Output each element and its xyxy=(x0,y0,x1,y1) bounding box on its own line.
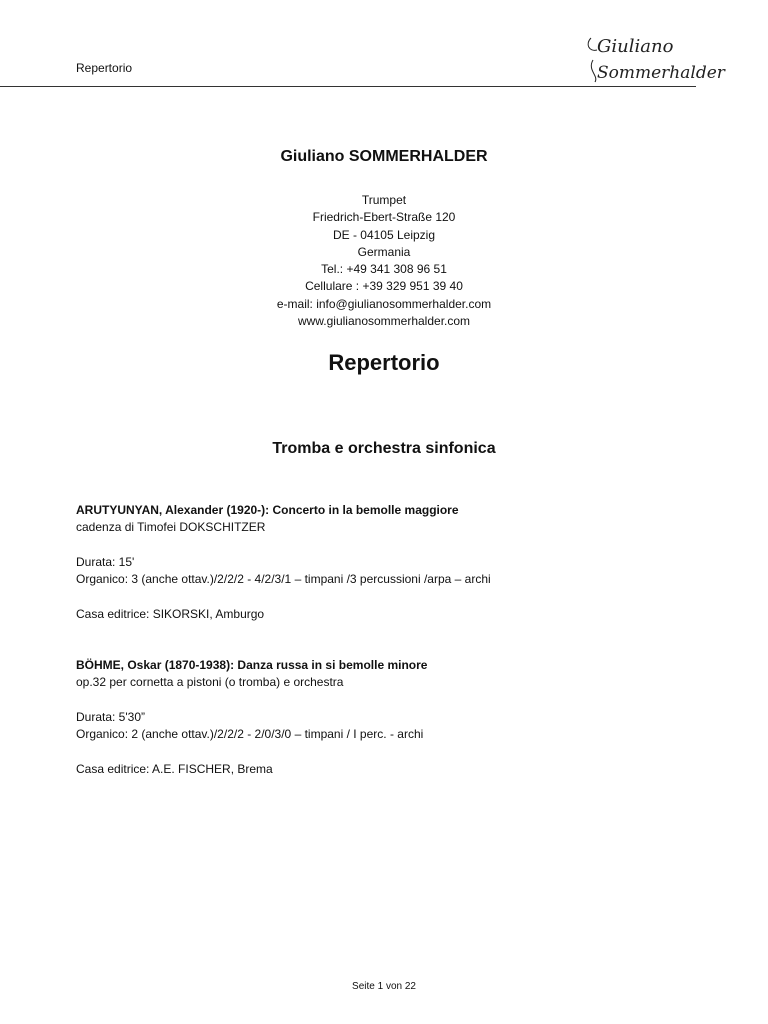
repertoire-entry xyxy=(76,502,696,623)
entry-duration: Durata: 15' xyxy=(76,555,135,569)
document-title: Repertorio xyxy=(328,350,440,375)
contact-website[interactable]: www.giulianosommerhalder.com xyxy=(297,314,471,329)
contact-city: DE - 04105 Leipzig xyxy=(332,227,436,242)
entry-heading: BÖHME, Oskar (1870-1938): Danza russa in si bemolle minore xyxy=(76,658,428,672)
signature-line1: Giuliano xyxy=(597,36,674,57)
entry-subtitle: op.32 per cornetta a pistoni (o tromba) e orchestra xyxy=(76,675,344,689)
author-name: Giuliano SOMMERHALDER xyxy=(280,148,488,165)
contact-country: Germania xyxy=(357,244,411,259)
entry-duration: Durata: 5'30” xyxy=(76,710,145,724)
entry-publisher: Casa editrice: A.E. FISCHER, Brema xyxy=(76,762,273,776)
page-number-footer: Seite 1 von 22 xyxy=(352,981,416,992)
entry-instrumentation: Organico: 2 (anche ottav.)/2/2/2 - 2/0/3/0 – timpani / I perc. - archi xyxy=(76,727,424,741)
contact-phone: Tel.: +49 341 308 96 51 xyxy=(321,262,447,277)
entry-instrumentation: Organico: 3 (anche ottav.)/2/2/2 - 4/2/3/1 – timpani /3 percussioni /arpa – archi xyxy=(76,572,491,586)
contact-block xyxy=(0,192,768,330)
contact-instrument: Trumpet xyxy=(361,193,407,207)
repertoire-entry xyxy=(76,657,696,778)
contact-email[interactable]: e-mail: info@giulianosommerhalder.com xyxy=(276,296,492,311)
section-title: Tromba e orchestra sinfonica xyxy=(272,440,496,457)
header-rule xyxy=(0,86,696,87)
header-section-label: Repertorio xyxy=(76,61,133,75)
signature-line2: Sommerhalder xyxy=(597,63,725,83)
contact-street: Friedrich-Ebert-Straße 120 xyxy=(312,210,456,225)
entry-publisher: Casa editrice: SIKORSKI, Amburgo xyxy=(76,607,265,621)
contact-mobile: Cellulare : +39 329 951 39 40 xyxy=(305,279,463,294)
entry-heading: ARUTYUNYAN, Alexander (1920-): Concerto in la bemolle maggiore xyxy=(76,503,459,517)
entry-subtitle: cadenza di Timofei DOKSCHITZER xyxy=(76,520,266,534)
signature-logo xyxy=(583,30,725,86)
